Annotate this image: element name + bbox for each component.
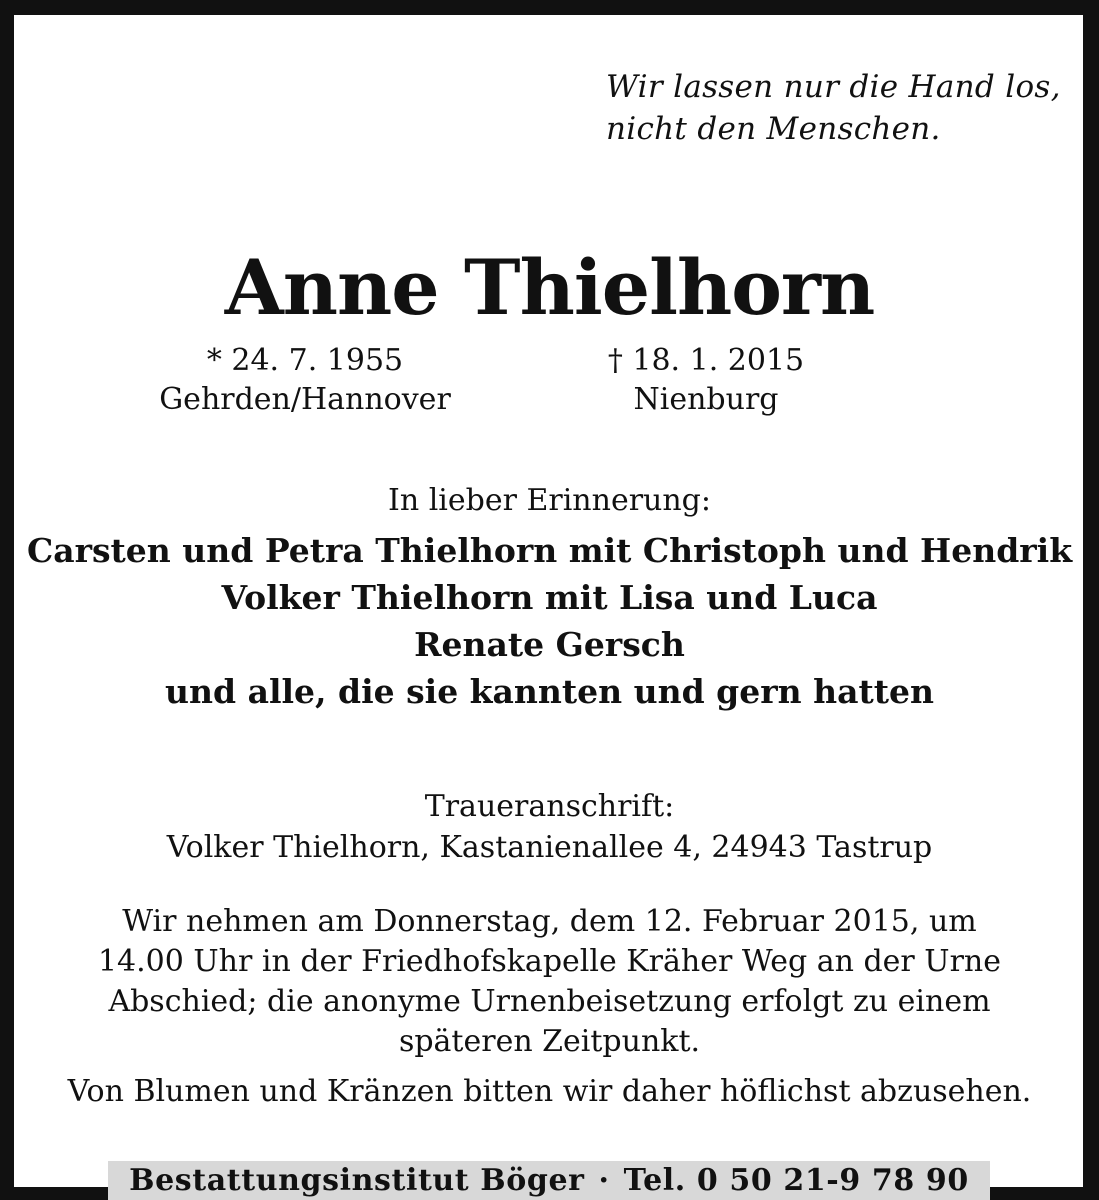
funeral-home-phone: Tel. 0 50 21-9 78 90 (623, 1163, 969, 1198)
quote (606, 66, 1061, 150)
ceremony-text (0, 902, 1099, 1062)
mourner-line: Carsten und Petra Thielhorn mit Christoph und Hendrik (26, 531, 1073, 570)
birth-date: * 24. 7. 1955 (206, 343, 404, 378)
bottom-rule-right (990, 1187, 1099, 1200)
footer-separator: · (598, 1163, 610, 1198)
address-label: Traueranschrift: (424, 789, 675, 824)
mourning-address: Volker Thielhorn, Kastanienallee 4, 24943 Tastrup (166, 830, 933, 865)
death-date: † 18. 1. 2015 (607, 343, 805, 378)
deceased-name: Anne Thielhorn (224, 243, 875, 332)
ceremony-line: Abschied; die anonyme Urnenbeisetzung erfolgt zu einem (108, 984, 991, 1019)
mourner-line: Renate Gersch (414, 625, 685, 664)
funeral-home-footer (108, 1161, 990, 1200)
death-info (556, 341, 856, 419)
quote-line-2: nicht den Menschen. (606, 111, 941, 147)
mourner-line: und alle, die sie kannten und gern hatten (165, 672, 934, 711)
ceremony-line: 14.00 Uhr in der Friedhofskapelle Kräher Weg an der Urne (97, 944, 1002, 979)
death-place: Nienburg (633, 382, 779, 417)
ceremony-line: späteren Zeitpunkt. (398, 1024, 701, 1059)
birth-place: Gehrden/Hannover (159, 382, 451, 417)
quote-line-1: Wir lassen nur die Hand los, (606, 69, 1061, 105)
mourners-list (0, 527, 1099, 715)
birth-info (130, 341, 480, 419)
flowers-note: Von Blumen und Kränzen bitten wir daher höflichst abzusehen. (67, 1074, 1032, 1109)
remembrance-intro: In lieber Erinnerung: (387, 483, 711, 518)
bottom-rule-left (0, 1187, 108, 1200)
mourner-line: Volker Thielhorn mit Lisa und Luca (221, 578, 878, 617)
ceremony-line: Wir nehmen am Donnerstag, dem 12. Februar 2015, um (122, 904, 977, 939)
funeral-home-name: Bestattungsinstitut Böger (129, 1163, 585, 1198)
